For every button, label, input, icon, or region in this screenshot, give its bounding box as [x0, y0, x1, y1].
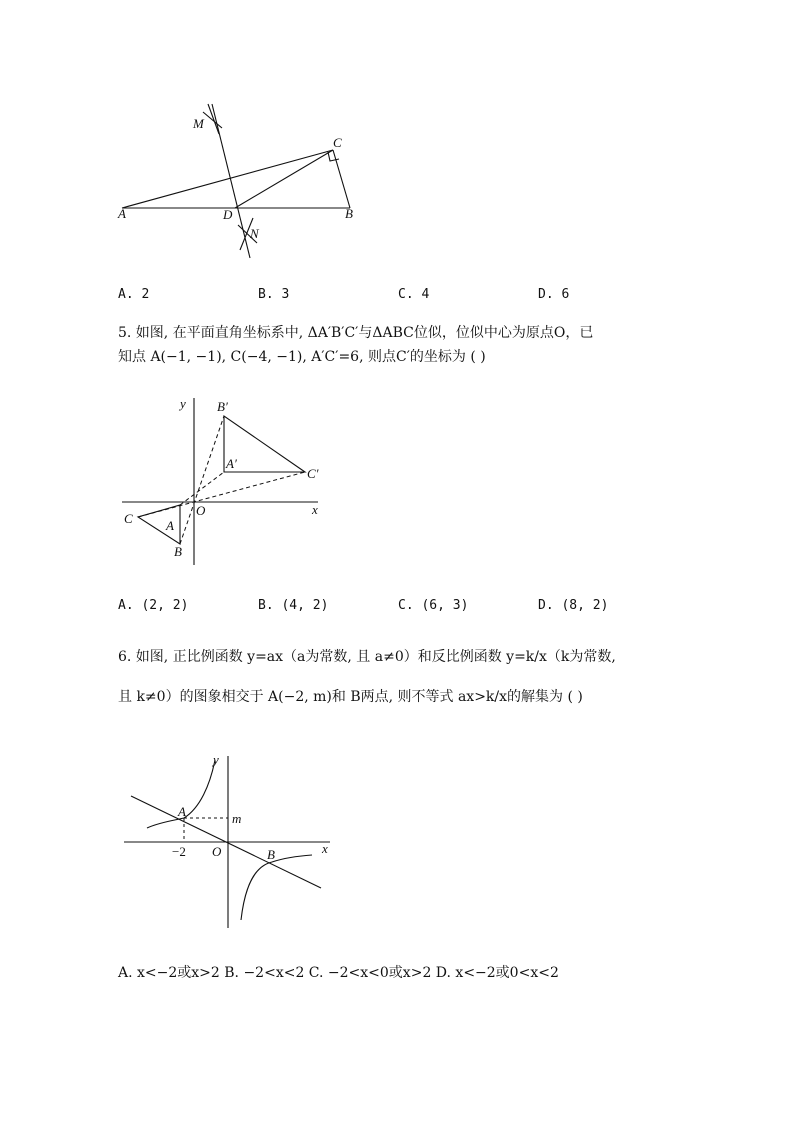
q4-option-b: B. 3: [258, 287, 290, 302]
label-m: m: [232, 811, 242, 826]
q5-question-line-1: 5. 如图, 在平面直角坐标系中, ΔA′B′C′与ΔABC位似，位似中心为原点O，已: [118, 325, 594, 341]
q5-question-line-2: 知点 A(−1, −1), C(−4, −1), A′C′=6, 则点C′的坐标为 ( ): [118, 349, 486, 365]
q6-question-line-1: 6. 如图, 正比例函数 y=ax（a为常数, 且 a≠0）和反比例函数 y=k/x（k为常数,: [118, 649, 616, 665]
label-neg2: −2: [172, 844, 186, 859]
label-N: N: [250, 226, 259, 241]
q6-options: A. x<−2或x>2 B. −2<x<2 C. −2<x<0或x>2 D. x<−2或0<x<2: [118, 965, 559, 981]
label-B: B: [345, 206, 353, 221]
label-A: A: [166, 518, 174, 533]
label-y: y: [180, 396, 186, 411]
q5-option-d: D. (8, 2): [538, 598, 609, 613]
label-O: O: [196, 503, 206, 518]
label-M: M: [193, 116, 204, 131]
q4-option-a: A. 2: [118, 287, 150, 302]
label-C: C: [124, 511, 133, 526]
label-D: D: [223, 207, 233, 222]
label-B: B: [174, 544, 182, 559]
label-B: B: [267, 847, 275, 862]
q6-question-line-2: 且 k≠0）的图象相交于 A(−2, m)和 B两点, 则不等式 ax>k/x的解集为 ( ): [118, 689, 583, 705]
hyperbola-branch-right: [241, 855, 312, 920]
label-C: C: [333, 135, 342, 150]
label-x: x: [312, 502, 318, 517]
q4-option-d: D. 6: [538, 287, 570, 302]
q5-option-b: B. (4, 2): [258, 598, 329, 613]
label-A: A: [178, 804, 186, 819]
label-O: O: [212, 844, 222, 859]
label-y: y: [213, 752, 219, 767]
label-B-prime: B′: [217, 399, 228, 414]
label-A: A: [118, 206, 126, 221]
q5-option-a: A. (2, 2): [118, 598, 189, 613]
q5-option-c: C. (6, 3): [398, 598, 469, 613]
label-C-prime: C′: [307, 466, 319, 481]
label-A-prime: A′: [226, 456, 237, 471]
label-x: x: [322, 841, 328, 856]
q4-option-c: C. 4: [398, 287, 430, 302]
